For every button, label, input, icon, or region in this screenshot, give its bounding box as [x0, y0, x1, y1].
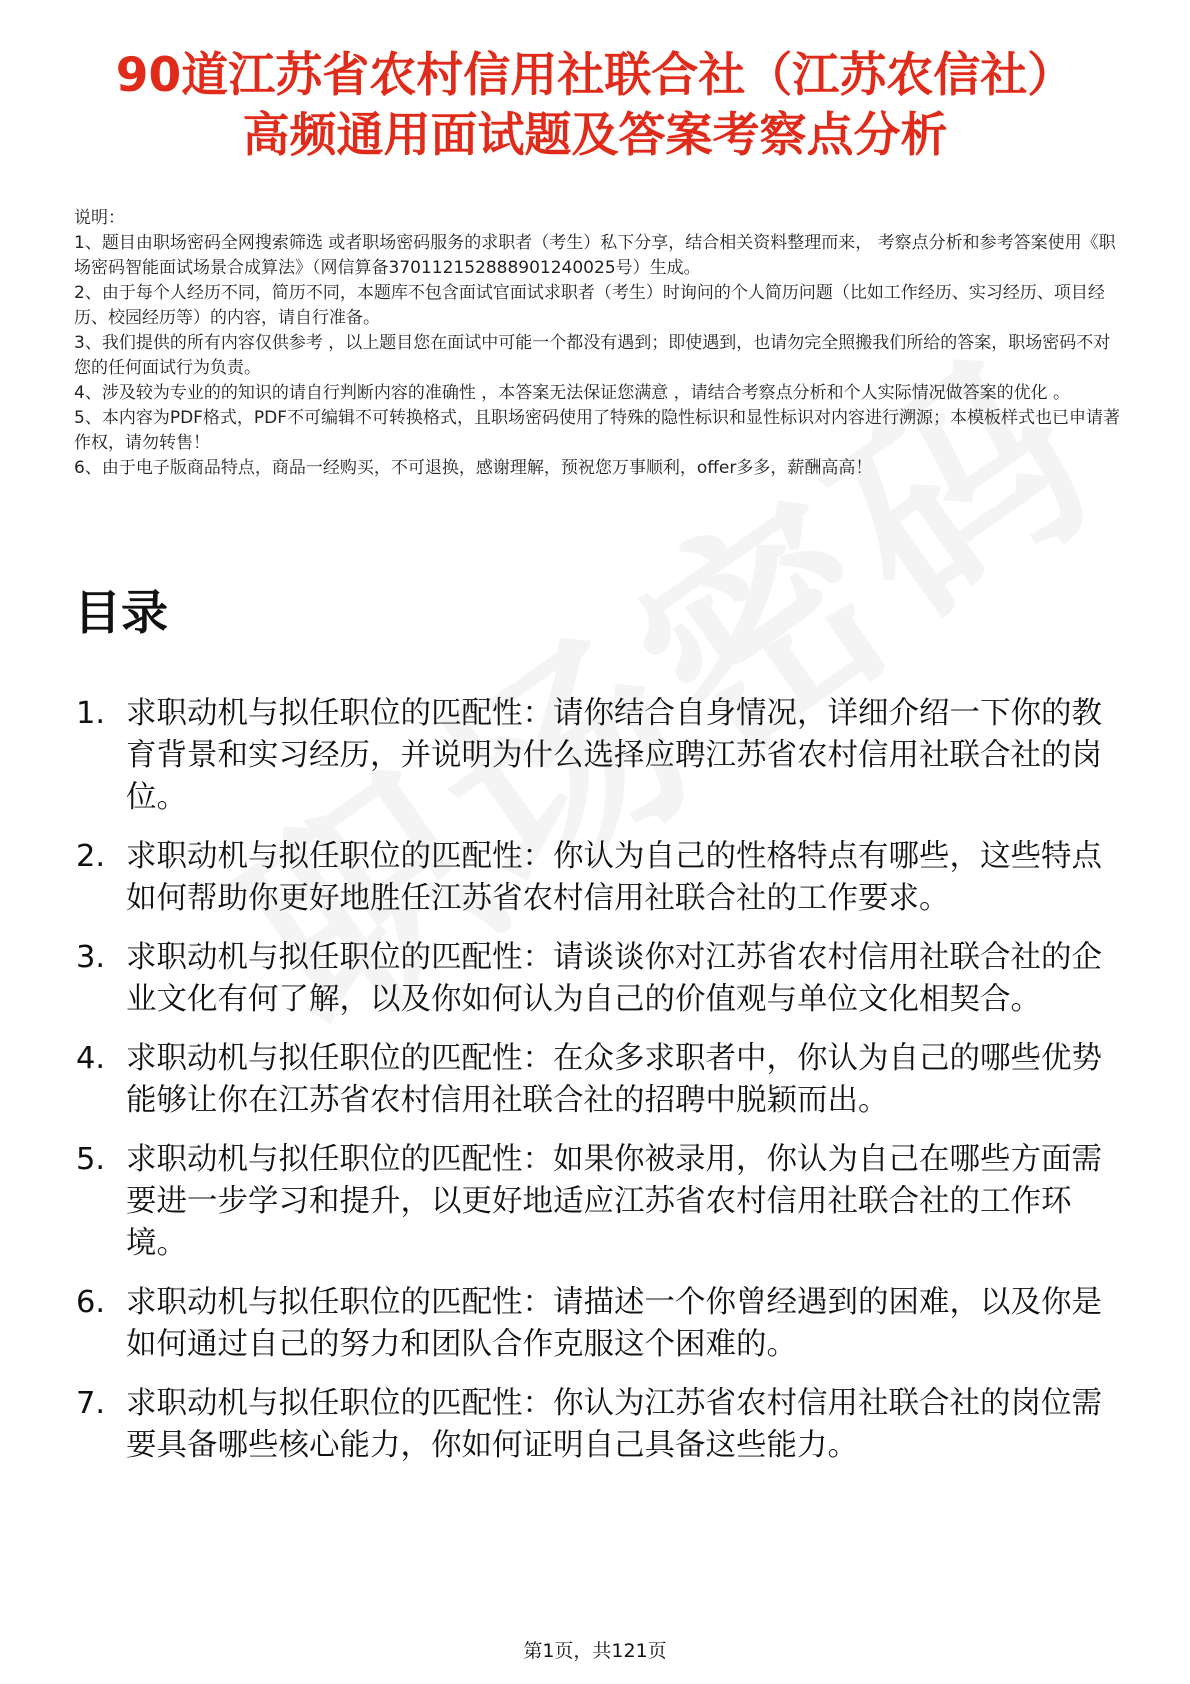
toc-item-number: 7. [76, 1386, 106, 1421]
notes-heading: 说明： [74, 208, 125, 228]
title-line-1: 90道江苏省农村信用社联合社（江苏农信社） [115, 48, 1075, 103]
toc-item-text: 求职动机与拟任职位的匹配性：请描述一个你曾经遇到的困难，以及你是如何通过自己的努力和团队合作克服这个困难的。 [126, 1285, 1102, 1362]
toc-item-number: 6. [76, 1285, 106, 1320]
toc-item-text: 求职动机与拟任职位的匹配性：如果你被录用，你认为自己在哪些方面需要进一步学习和提升，以更好地适应江苏省农村信用社联合社的工作环境。 [126, 1142, 1102, 1261]
toc-item[interactable] [74, 1282, 1114, 1366]
toc-item[interactable] [74, 836, 1114, 920]
note-item: 2、由于每个人经历不同，简历不同，本题库不包含面试官面试求职者（考生）时询问的个人简历问题（比如工作经历、实习经历、项目经历、校园经历等）的内容，请自行准备。 [74, 283, 1105, 328]
page-footer: 第1页，共121页 [523, 1640, 667, 1662]
toc-item-number: 3. [76, 940, 106, 975]
note-item: 6、由于电子版商品特点，商品一经购买，不可退换，感谢理解，预祝您万事顺利，offer多多，薪酬高高！ [74, 458, 873, 478]
toc-item-number: 4. [76, 1041, 106, 1076]
toc-item[interactable] [74, 1139, 1114, 1265]
toc-item-text: 求职动机与拟任职位的匹配性：你认为江苏省农村信用社联合社的岗位需要具备哪些核心能力，你如何证明自己具备这些能力。 [126, 1386, 1102, 1463]
notes-section [74, 206, 1124, 481]
title-line-2: 高频通用面试题及答案考察点分析 [242, 108, 948, 163]
toc-item[interactable] [74, 937, 1114, 1021]
toc-item-text: 求职动机与拟任职位的匹配性：你认为自己的性格特点有哪些，这些特点如何帮助你更好地胜任江苏省农村信用社联合社的工作要求。 [126, 839, 1102, 916]
note-item: 1、题目由职场密码全网搜索筛选 或者职场密码服务的求职者（考生）私下分享，结合相关资料整理而来， 考察点分析和参考答案使用《职场密码智能面试场景合成算法》（网信算备370112152888901240025号）生成。 [74, 233, 1116, 278]
toc-item[interactable] [74, 1383, 1114, 1467]
toc-item-number: 1. [76, 696, 106, 731]
toc-item[interactable] [74, 693, 1114, 819]
toc-heading: 目录 [74, 586, 168, 641]
toc-item-number: 5. [76, 1142, 106, 1177]
toc-item[interactable] [74, 1038, 1114, 1122]
note-item: 4、涉及较为专业的的知识的请自行判断内容的准确性 ，本答案无法保证您满意 ，请结合考察点分析和个人实际情况做答案的优化 。 [74, 383, 1071, 403]
note-item: 5、本内容为PDF格式，PDF不可编辑不可转换格式，且职场密码使用了特殊的隐性标识和显性标识对内容进行溯源；本模板样式也已申请著作权，请勿转售！ [74, 408, 1121, 453]
toc-item-text: 求职动机与拟任职位的匹配性：在众多求职者中，你认为自己的哪些优势能够让你在江苏省农村信用社联合社的招聘中脱颖而出。 [126, 1041, 1102, 1118]
toc-list [74, 693, 1114, 1484]
note-item: 3、我们提供的所有内容仅供参考 ，以上题目您在面试中可能一个都没有遇到；即使遇到，也请勿完全照搬我们所给的答案，职场密码不对您的任何面试行为负责。 [74, 333, 1111, 378]
toc-item-text: 求职动机与拟任职位的匹配性：请谈谈你对江苏省农村信用社联合社的企业文化有何了解，以及你如何认为自己的价值观与单位文化相契合。 [126, 940, 1102, 1017]
toc-item-number: 2. [76, 839, 106, 874]
toc-item-text: 求职动机与拟任职位的匹配性：请你结合自身情况，详细介绍一下你的教育背景和实习经历，并说明为什么选择应聘江苏省农村信用社联合社的岗位。 [126, 696, 1102, 815]
document-title [0, 46, 1190, 166]
